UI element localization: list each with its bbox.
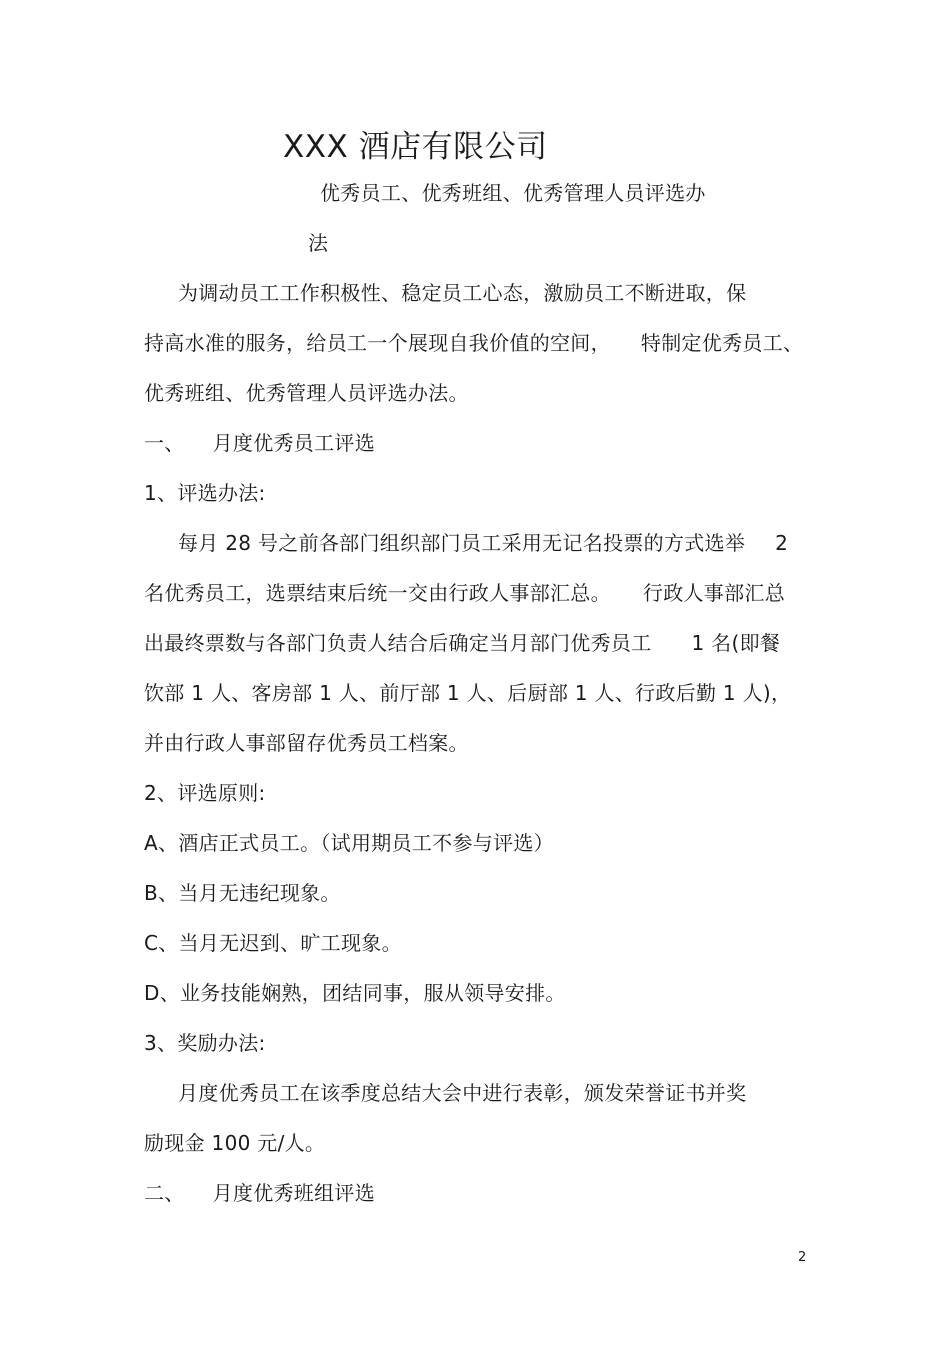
intro-line-2a: 持高水准的服务，给员工一个展现自我价值的空间，: [144, 331, 611, 355]
method-line-2a: 名优秀员工，选票结束后统一交由行政人事部汇总。: [144, 581, 611, 605]
section-1-heading: [144, 429, 375, 457]
doc-subtitle-line-1: 优秀员工、优秀班组、优秀管理人员评选办: [320, 181, 706, 205]
method-line-4: 饮部 1 人、客房部 1 人、前厅部 1 人、后厨部 1 人、行政后勤 1 人)，: [144, 681, 792, 705]
intro-line-1: 为调动员工工作积极性、稳定员工心态，激励员工不断进取，保: [178, 281, 747, 305]
method-line-2b: 行政人事部汇总: [642, 581, 786, 605]
section-2-number: 二、: [144, 1181, 185, 1205]
section-1-title: 月度优秀员工评选: [212, 431, 376, 455]
section-1-number: 一、: [144, 431, 185, 455]
principle-a: A、酒店正式员工。（试用期员工不参与评选）: [144, 831, 554, 855]
method-line-3: [144, 629, 780, 657]
method-line-1a: 每月 28 号之前各部门组织部门员工采用无记名投票的方式选举: [178, 531, 746, 555]
item-1-heading: 1、评选办法:: [144, 481, 266, 505]
company-title: XXX 酒店有限公司: [283, 129, 548, 165]
method-line-3b: 1 名(即餐: [691, 631, 781, 655]
reward-line-1: 月度优秀员工在该季度总结大会中进行表彰，颁发荣誉证书并奖: [178, 1081, 747, 1105]
principle-d: D、业务技能娴熟，团结同事，服从领导安排。: [144, 981, 566, 1005]
doc-subtitle-line-2: 法: [308, 231, 329, 255]
item-2-heading: 2、评选原则:: [144, 781, 266, 805]
reward-line-2: 励现金 100 元/人。: [144, 1131, 326, 1155]
method-line-5: 并由行政人事部留存优秀员工档案。: [144, 731, 469, 755]
section-2-title: 月度优秀班组评选: [212, 1181, 376, 1205]
section-2-heading: [144, 1179, 375, 1207]
principle-c: C、当月无迟到、旷工现象。: [144, 931, 402, 955]
method-line-1b: 2: [775, 531, 789, 555]
page-number: 2: [798, 1250, 807, 1265]
method-line-2: [144, 579, 785, 607]
intro-line-2: [144, 329, 803, 357]
intro-line-3: 优秀班组、优秀管理人员评选办法。: [144, 381, 469, 405]
method-line-1: [178, 529, 788, 557]
item-3-heading: 3、奖励办法:: [144, 1031, 266, 1055]
principle-b: B、当月无违纪现象。: [144, 881, 341, 905]
method-line-3a: 出最终票数与各部门负责人结合后确定当月部门优秀员工: [144, 631, 652, 655]
intro-line-2b: 特制定优秀员工、: [640, 331, 804, 355]
